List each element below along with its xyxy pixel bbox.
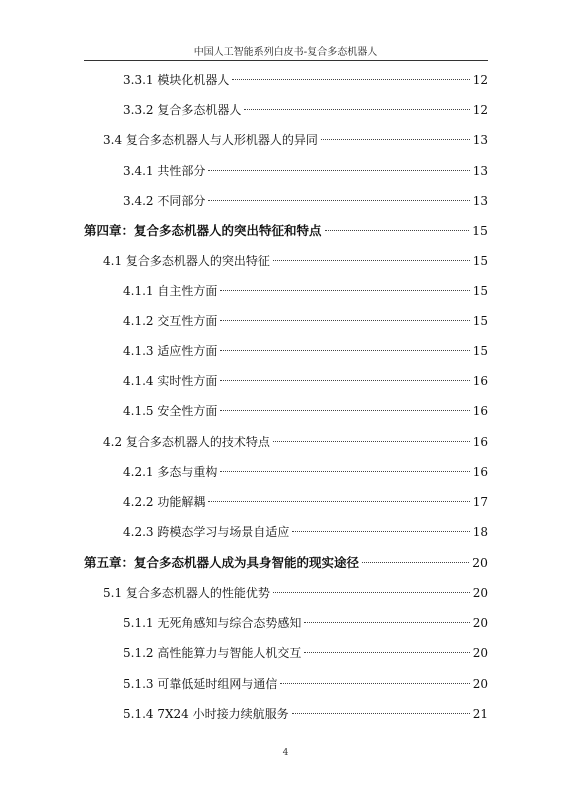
toc-entry-label: 4.2.1 多态与重构 [123, 465, 218, 479]
toc-leader-dots [208, 200, 469, 201]
toc-entry-label: 4.1 复合多态机器人的突出特征 [103, 254, 270, 268]
toc-entry[interactable] [123, 70, 488, 90]
toc-leader-dots [292, 531, 469, 532]
toc-chapter-entry[interactable] [84, 553, 488, 573]
toc-entry[interactable] [123, 191, 488, 211]
toc-entry-label: 4.1.5 安全性方面 [123, 404, 218, 418]
toc-entry-page: 15 [472, 344, 488, 358]
toc-entry-page: 20 [472, 616, 488, 630]
toc-entry-page: 18 [472, 525, 488, 539]
toc-entry-page: 20 [472, 555, 488, 570]
toc-entry-page: 15 [472, 223, 488, 238]
toc-entry[interactable] [103, 251, 488, 271]
toc-entry[interactable] [123, 522, 488, 542]
toc-entry-page: 20 [472, 677, 488, 691]
toc-entry[interactable] [123, 281, 488, 301]
toc-entry-label: 4.1.2 交互性方面 [123, 314, 218, 328]
toc-entry-label: 5.1.4 7X24 小时接力续航服务 [123, 707, 289, 721]
toc-leader-dots [273, 592, 470, 593]
toc-entry-page: 16 [472, 374, 488, 388]
toc-entry-page: 15 [472, 314, 488, 328]
toc-chapter-entry[interactable] [84, 221, 488, 241]
toc-entry-label: 5.1.2 高性能算力与智能人机交互 [123, 646, 302, 660]
toc-entry[interactable] [103, 432, 488, 452]
toc-entry-page: 15 [472, 284, 488, 298]
toc-entry-label: 3.3.1 模块化机器人 [123, 73, 230, 87]
toc-entry-page: 20 [472, 586, 488, 600]
toc-leader-dots [232, 79, 469, 80]
toc-entry-label: 5.1.3 可靠低延时组网与通信 [123, 677, 278, 691]
toc-entry-page: 17 [472, 495, 488, 509]
toc-entry-label: 3.4 复合多态机器人与人形机器人的异同 [103, 133, 318, 147]
toc-leader-dots [362, 562, 469, 563]
toc-entry[interactable] [103, 583, 488, 603]
toc-entry-page: 16 [472, 435, 488, 449]
toc-entry-label: 4.1.4 实时性方面 [123, 374, 218, 388]
toc-leader-dots [292, 713, 470, 714]
toc-entry[interactable] [123, 643, 488, 663]
toc-leader-dots [304, 652, 469, 653]
toc-entry-label: 4.2 复合多态机器人的技术特点 [103, 435, 270, 449]
toc-leader-dots [321, 139, 470, 140]
toc-entry-label: 4.2.2 功能解耦 [123, 495, 206, 509]
page-number: 4 [282, 748, 289, 758]
toc-leader-dots [208, 170, 469, 171]
toc-entry-label: 4.2.3 跨模态学习与场景自适应 [123, 525, 290, 539]
toc-entry-page: 12 [472, 103, 488, 117]
toc-entry-label: 第四章：复合多态机器人的突出特征和特点 [84, 223, 322, 238]
toc-entry[interactable] [123, 371, 488, 391]
toc-entry[interactable] [103, 130, 488, 150]
toc-entry-label: 3.4.2 不同部分 [123, 194, 206, 208]
toc-entry[interactable] [123, 674, 488, 694]
running-header: 中国人工智能系列白皮书-复合多态机器人 [193, 47, 378, 58]
toc-entry-page: 16 [472, 404, 488, 418]
toc-entry-page: 15 [472, 254, 488, 268]
toc-entry-label: 第五章：复合多态机器人成为具身智能的现实途径 [84, 555, 360, 570]
toc-leader-dots [220, 350, 469, 351]
toc-entry-page: 21 [472, 707, 488, 721]
toc-entry[interactable] [123, 462, 488, 482]
toc-leader-dots [325, 230, 470, 231]
toc-entry-page: 13 [472, 164, 488, 178]
toc-entry-label: 4.1.3 适应性方面 [123, 344, 218, 358]
toc-entry[interactable] [123, 100, 488, 120]
toc-entry[interactable] [123, 704, 488, 724]
toc-entry-page: 16 [472, 465, 488, 479]
toc-entry-label: 4.1.1 自主性方面 [123, 284, 218, 298]
toc-leader-dots [220, 471, 469, 472]
toc-entry-page: 20 [472, 646, 488, 660]
toc-entry[interactable] [123, 401, 488, 421]
toc-leader-dots [220, 380, 469, 381]
toc-leader-dots [208, 501, 469, 502]
toc-entry-page: 13 [472, 194, 488, 208]
toc-entry-label: 3.3.2 复合多态机器人 [123, 103, 242, 117]
toc-entry[interactable] [123, 492, 488, 512]
toc-entry-label: 5.1.1 无死角感知与综合态势感知 [123, 616, 302, 630]
toc-entry-page: 13 [472, 133, 488, 147]
toc-leader-dots [304, 622, 469, 623]
toc-leader-dots [280, 683, 469, 684]
toc-entry[interactable] [123, 311, 488, 331]
toc-leader-dots [273, 441, 470, 442]
toc-leader-dots [244, 109, 469, 110]
toc-entry[interactable] [123, 341, 488, 361]
toc-entry-page: 12 [472, 73, 488, 87]
toc-entry[interactable] [123, 161, 488, 181]
toc-leader-dots [273, 260, 470, 261]
toc-entry-label: 5.1 复合多态机器人的性能优势 [103, 586, 270, 600]
header-rule [84, 60, 488, 61]
toc-entry[interactable] [123, 613, 488, 633]
toc-leader-dots [220, 410, 469, 411]
toc-leader-dots [220, 290, 469, 291]
toc-entry-label: 3.4.1 共性部分 [123, 164, 206, 178]
toc-leader-dots [220, 320, 469, 321]
